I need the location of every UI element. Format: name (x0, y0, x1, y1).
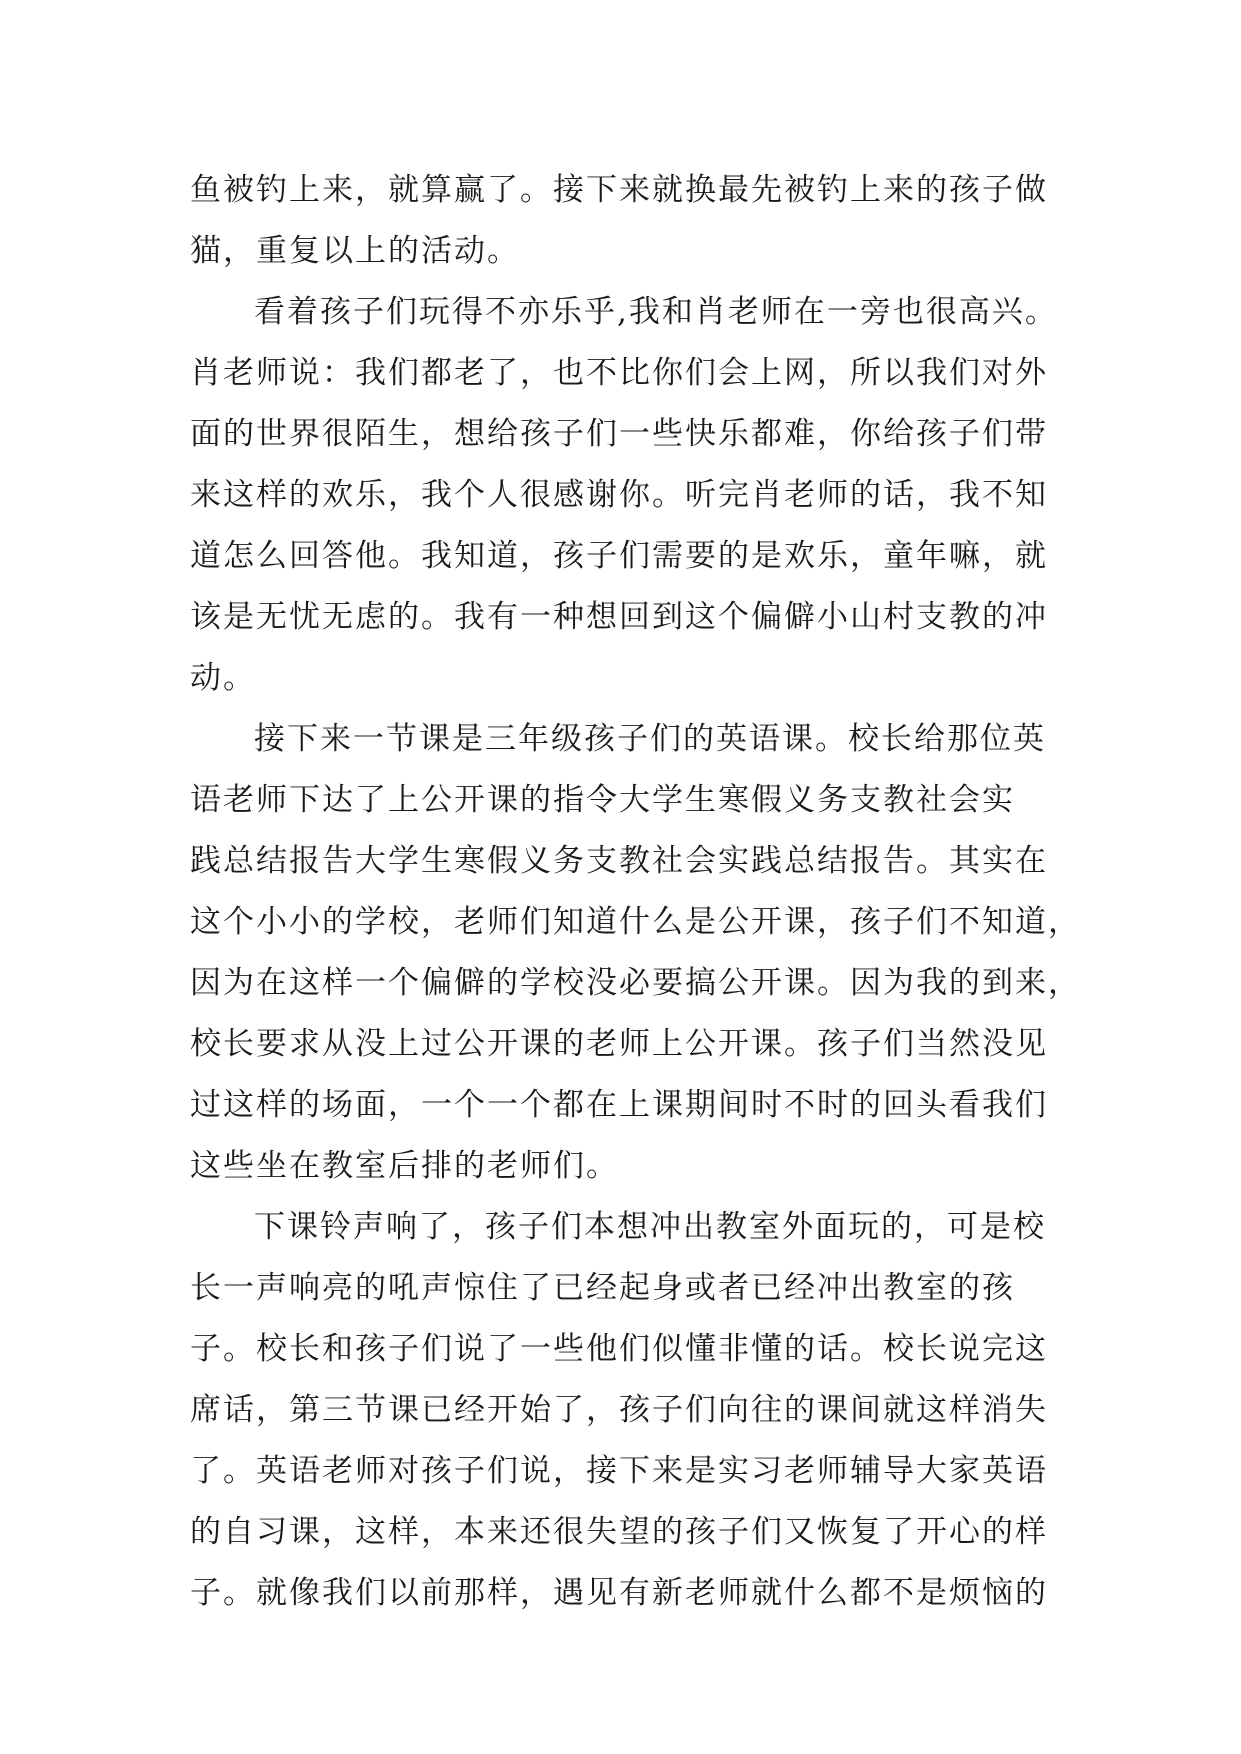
text-line: 来这样的欢乐，我个人很感谢你。听完肖老师的话，我不知 (190, 477, 1048, 513)
text-line: 这个小小的学校，老师们知道什么是公开课，孩子们不知道， (190, 904, 1081, 940)
text-line: 面的世界很陌生，想给孩子们一些快乐都难，你给孩子们带 (190, 416, 1048, 452)
text-line: 肖老师说：我们都老了，也不比你们会上网，所以我们对外 (190, 355, 1048, 391)
text-line: 子。就像我们以前那样，遇见有新老师就什么都不是烦恼的 (190, 1575, 1048, 1611)
text-line: 的自习课，这样，本来还很失望的孩子们又恢复了开心的样 (190, 1514, 1048, 1550)
text-line: 语老师下达了上公开课的指令大学生寒假义务支教社会实 (190, 782, 1015, 818)
text-line: 这些坐在教室后排的老师们。 (190, 1148, 619, 1184)
text-line: 该是无忧无虑的。我有一种想回到这个偏僻小山村支教的冲 (190, 599, 1048, 635)
text-line: 校长要求从没上过公开课的老师上公开课。孩子们当然没见 (190, 1026, 1048, 1062)
text-line: 席话，第三节课已经开始了，孩子们向往的课间就这样消失 (190, 1392, 1048, 1428)
paragraph-first-line: 接下来一节课是三年级孩子们的英语课。校长给那位英 (254, 721, 1046, 757)
paragraph-first-line: 下课铃声响了，孩子们本想冲出教室外面玩的，可是校 (254, 1209, 1046, 1245)
text-line: 因为在这样一个偏僻的学校没必要搞公开课。因为我的到来， (190, 965, 1081, 1001)
text-line: 鱼被钓上来，就算赢了。接下来就换最先被钓上来的孩子做 (190, 172, 1048, 208)
text-line: 长一声响亮的吼声惊住了已经起身或者已经冲出教室的孩 (190, 1270, 1015, 1306)
paragraph-first-line: 看着孩子们玩得不亦乐乎,我和肖老师在一旁也很高兴。 (254, 294, 1058, 330)
text-line: 了。英语老师对孩子们说，接下来是实习老师辅导大家英语 (190, 1453, 1048, 1489)
text-line: 猫，重复以上的活动。 (190, 233, 520, 269)
text-line: 子。校长和孩子们说了一些他们似懂非懂的话。校长说完这 (190, 1331, 1048, 1367)
text-line: 践总结报告大学生寒假义务支教社会实践总结报告。其实在 (190, 843, 1048, 879)
text-line: 过这样的场面，一个一个都在上课期间时不时的回头看我们 (190, 1087, 1048, 1123)
text-line: 道怎么回答他。我知道，孩子们需要的是欢乐，童年嘛，就 (190, 538, 1048, 574)
body-text (190, 160, 1081, 1624)
text-line: 动。 (190, 660, 256, 696)
